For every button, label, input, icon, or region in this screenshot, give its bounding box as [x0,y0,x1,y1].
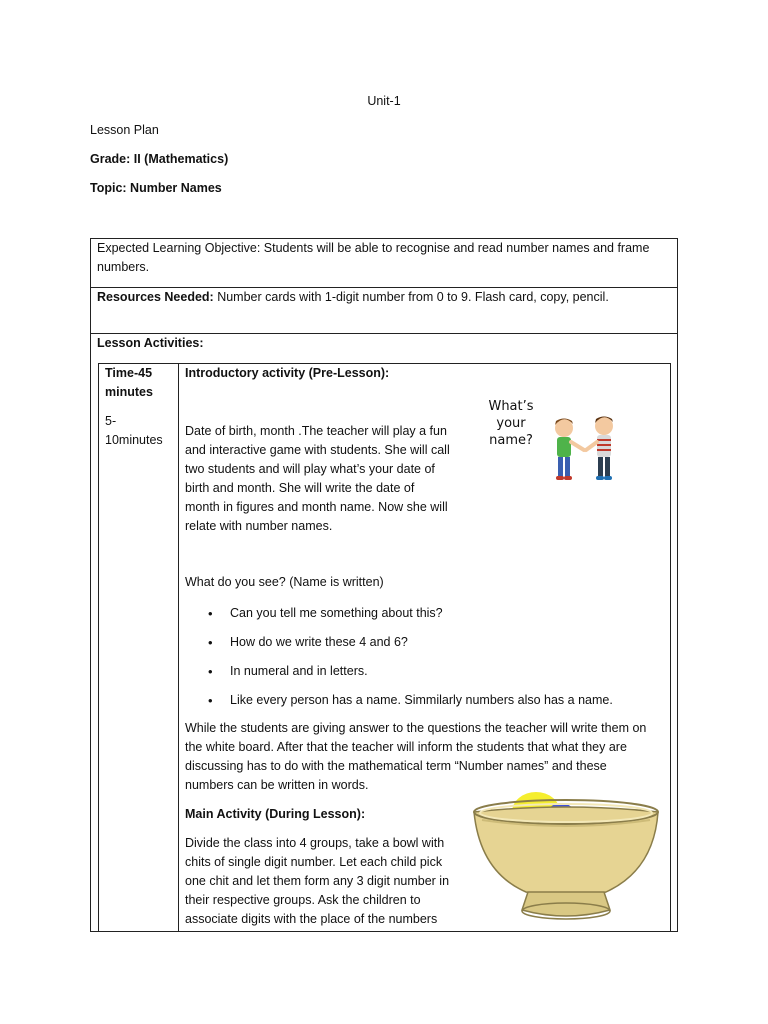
activities-label: Lesson Activities: [97,336,204,350]
main-activity-heading: Main Activity (During Lesson): [185,807,366,821]
question-text: What do you see? (Name is written) [185,575,384,589]
duration [105,412,163,450]
grade-heading: Grade: II (Mathematics) [90,152,229,166]
caption-line: your [496,416,526,431]
time-label [105,364,153,402]
objective-line-1: Expected Learning Objective: Students will be able to recognise and read number names and frame [97,241,650,255]
question-list [186,604,666,720]
resources-label: Resources Needed: [97,290,214,304]
main-line: one chit and let them form any 3 digit number in [185,874,450,888]
intro-line: month in figures and month name. Now she will [185,500,448,514]
list-item: • In numeral and in letters. [186,662,666,691]
intro-line: two students and will play what’s your date of [185,462,435,476]
main-line: chits of single digit number. Let each child pick [185,855,443,869]
list-item: • Can you tell me something about this? [186,604,666,633]
intro-line: Date of birth, month .The teacher will play a fun [185,424,447,438]
intro-paragraph [185,422,475,536]
resources-text: Number cards with 1-digit number from 0 to 9. Flash card, copy, pencil. [213,290,609,304]
caption-line: What’s [488,399,534,414]
duration-line-2: 10minutes [105,433,163,447]
time-label-line-2: minutes [105,385,153,399]
bowl-with-chits-icon [466,780,666,930]
topic-heading: Topic: Number Names [90,181,222,195]
list-item: • How do we write these 4 and 6? [186,633,666,662]
intro-line: relate with number names. [185,519,333,533]
unit-title: Unit-1 [367,94,401,108]
column-divider [178,363,179,932]
answer-line: discussing has to do with the mathematical term “Number names” and these [185,759,607,773]
two-kids-handshake-icon [546,410,626,490]
answer-line: numbers can be written in words. [185,778,369,792]
intro-heading: Introductory activity (Pre-Lesson): [185,366,390,380]
main-line: associate digits with the place of the numbers [185,912,438,926]
intro-line: and interactive game with students. She will call [185,443,450,457]
answer-line: the white board. After that the teacher will inform the students that what they are [185,740,627,754]
objective-line-2: numbers. [97,260,150,274]
illustration-caption [480,398,542,449]
objective-text [97,239,672,277]
main-activity-paragraph [185,834,470,929]
doc-type: Lesson Plan [90,123,159,137]
whats-your-name-illustration [480,396,630,496]
intro-line: birth and month. She will write the date of [185,481,415,495]
duration-line-1: 5- [105,414,117,428]
answer-line: While the students are giving answer to the questions the teacher will write them on [185,721,647,735]
time-label-line-1: Time-45 [105,366,153,380]
main-line: their respective groups. Ask the children to [185,893,421,907]
caption-line: name? [489,433,533,448]
list-item: • Like every person has a name. Simmilarly numbers also has a name. [186,691,666,720]
main-line: Divide the class into 4 groups, take a bowl with [185,836,445,850]
resources-row [97,288,672,307]
